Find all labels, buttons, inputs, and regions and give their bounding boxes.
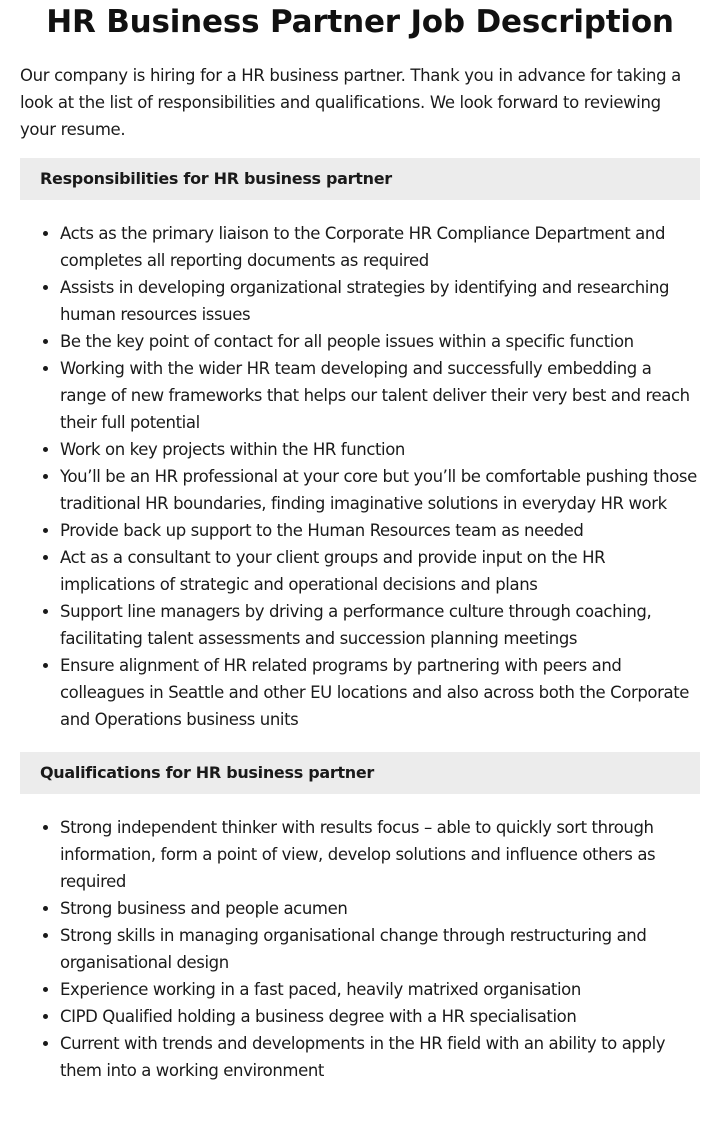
page-title: HR Business Partner Job Description [46,4,674,40]
list-item: Assists in developing organizational strategies by identifying and researching human resources issues [60,274,700,328]
qualifications-list [20,814,700,1084]
list-item: You’ll be an HR professional at your core but you’ll be comfortable pushing those traditional HR boundaries, finding imaginative solutions in everyday HR work [60,463,700,517]
list-item: Current with trends and developments in the HR field with an ability to apply them into a working environment [60,1030,700,1084]
qualifications-heading: Qualifications for HR business partner [20,752,700,794]
list-item: Work on key projects within the HR function [60,436,700,463]
list-item: Be the key point of contact for all people issues within a specific function [60,328,700,355]
list-item: CIPD Qualified holding a business degree with a HR specialisation [60,1003,700,1030]
list-item: Act as a consultant to your client groups and provide input on the HR implications of strategic and operational decisions and plans [60,544,700,598]
list-item: Ensure alignment of HR related programs by partnering with peers and colleagues in Seattle and other EU locations and also across both the Corporate and Operations business units [60,652,700,733]
list-item: Strong business and people acumen [60,895,700,922]
responsibilities-heading: Responsibilities for HR business partner [20,158,700,200]
responsibilities-list [20,220,700,733]
list-item: Acts as the primary liaison to the Corporate HR Compliance Department and completes all reporting documents as required [60,220,700,274]
list-item: Working with the wider HR team developing and successfully embedding a range of new frameworks that helps our talent deliver their very best and reach their full potential [60,355,700,436]
list-item: Strong skills in managing organisational change through restructuring and organisational design [60,922,700,976]
list-item: Strong independent thinker with results focus – able to quickly sort through information, form a point of view, develop solutions and influence others as required [60,814,700,895]
list-item: Experience working in a fast paced, heavily matrixed organisation [60,976,700,1003]
list-item: Provide back up support to the Human Resources team as needed [60,517,700,544]
list-item: Support line managers by driving a performance culture through coaching, facilitating talent assessments and succession planning meetings [60,598,700,652]
intro-paragraph: Our company is hiring for a HR business partner. Thank you in advance for taking a look at the list of responsibilities and qualifications. We look forward to reviewing your resume. [20,66,681,139]
